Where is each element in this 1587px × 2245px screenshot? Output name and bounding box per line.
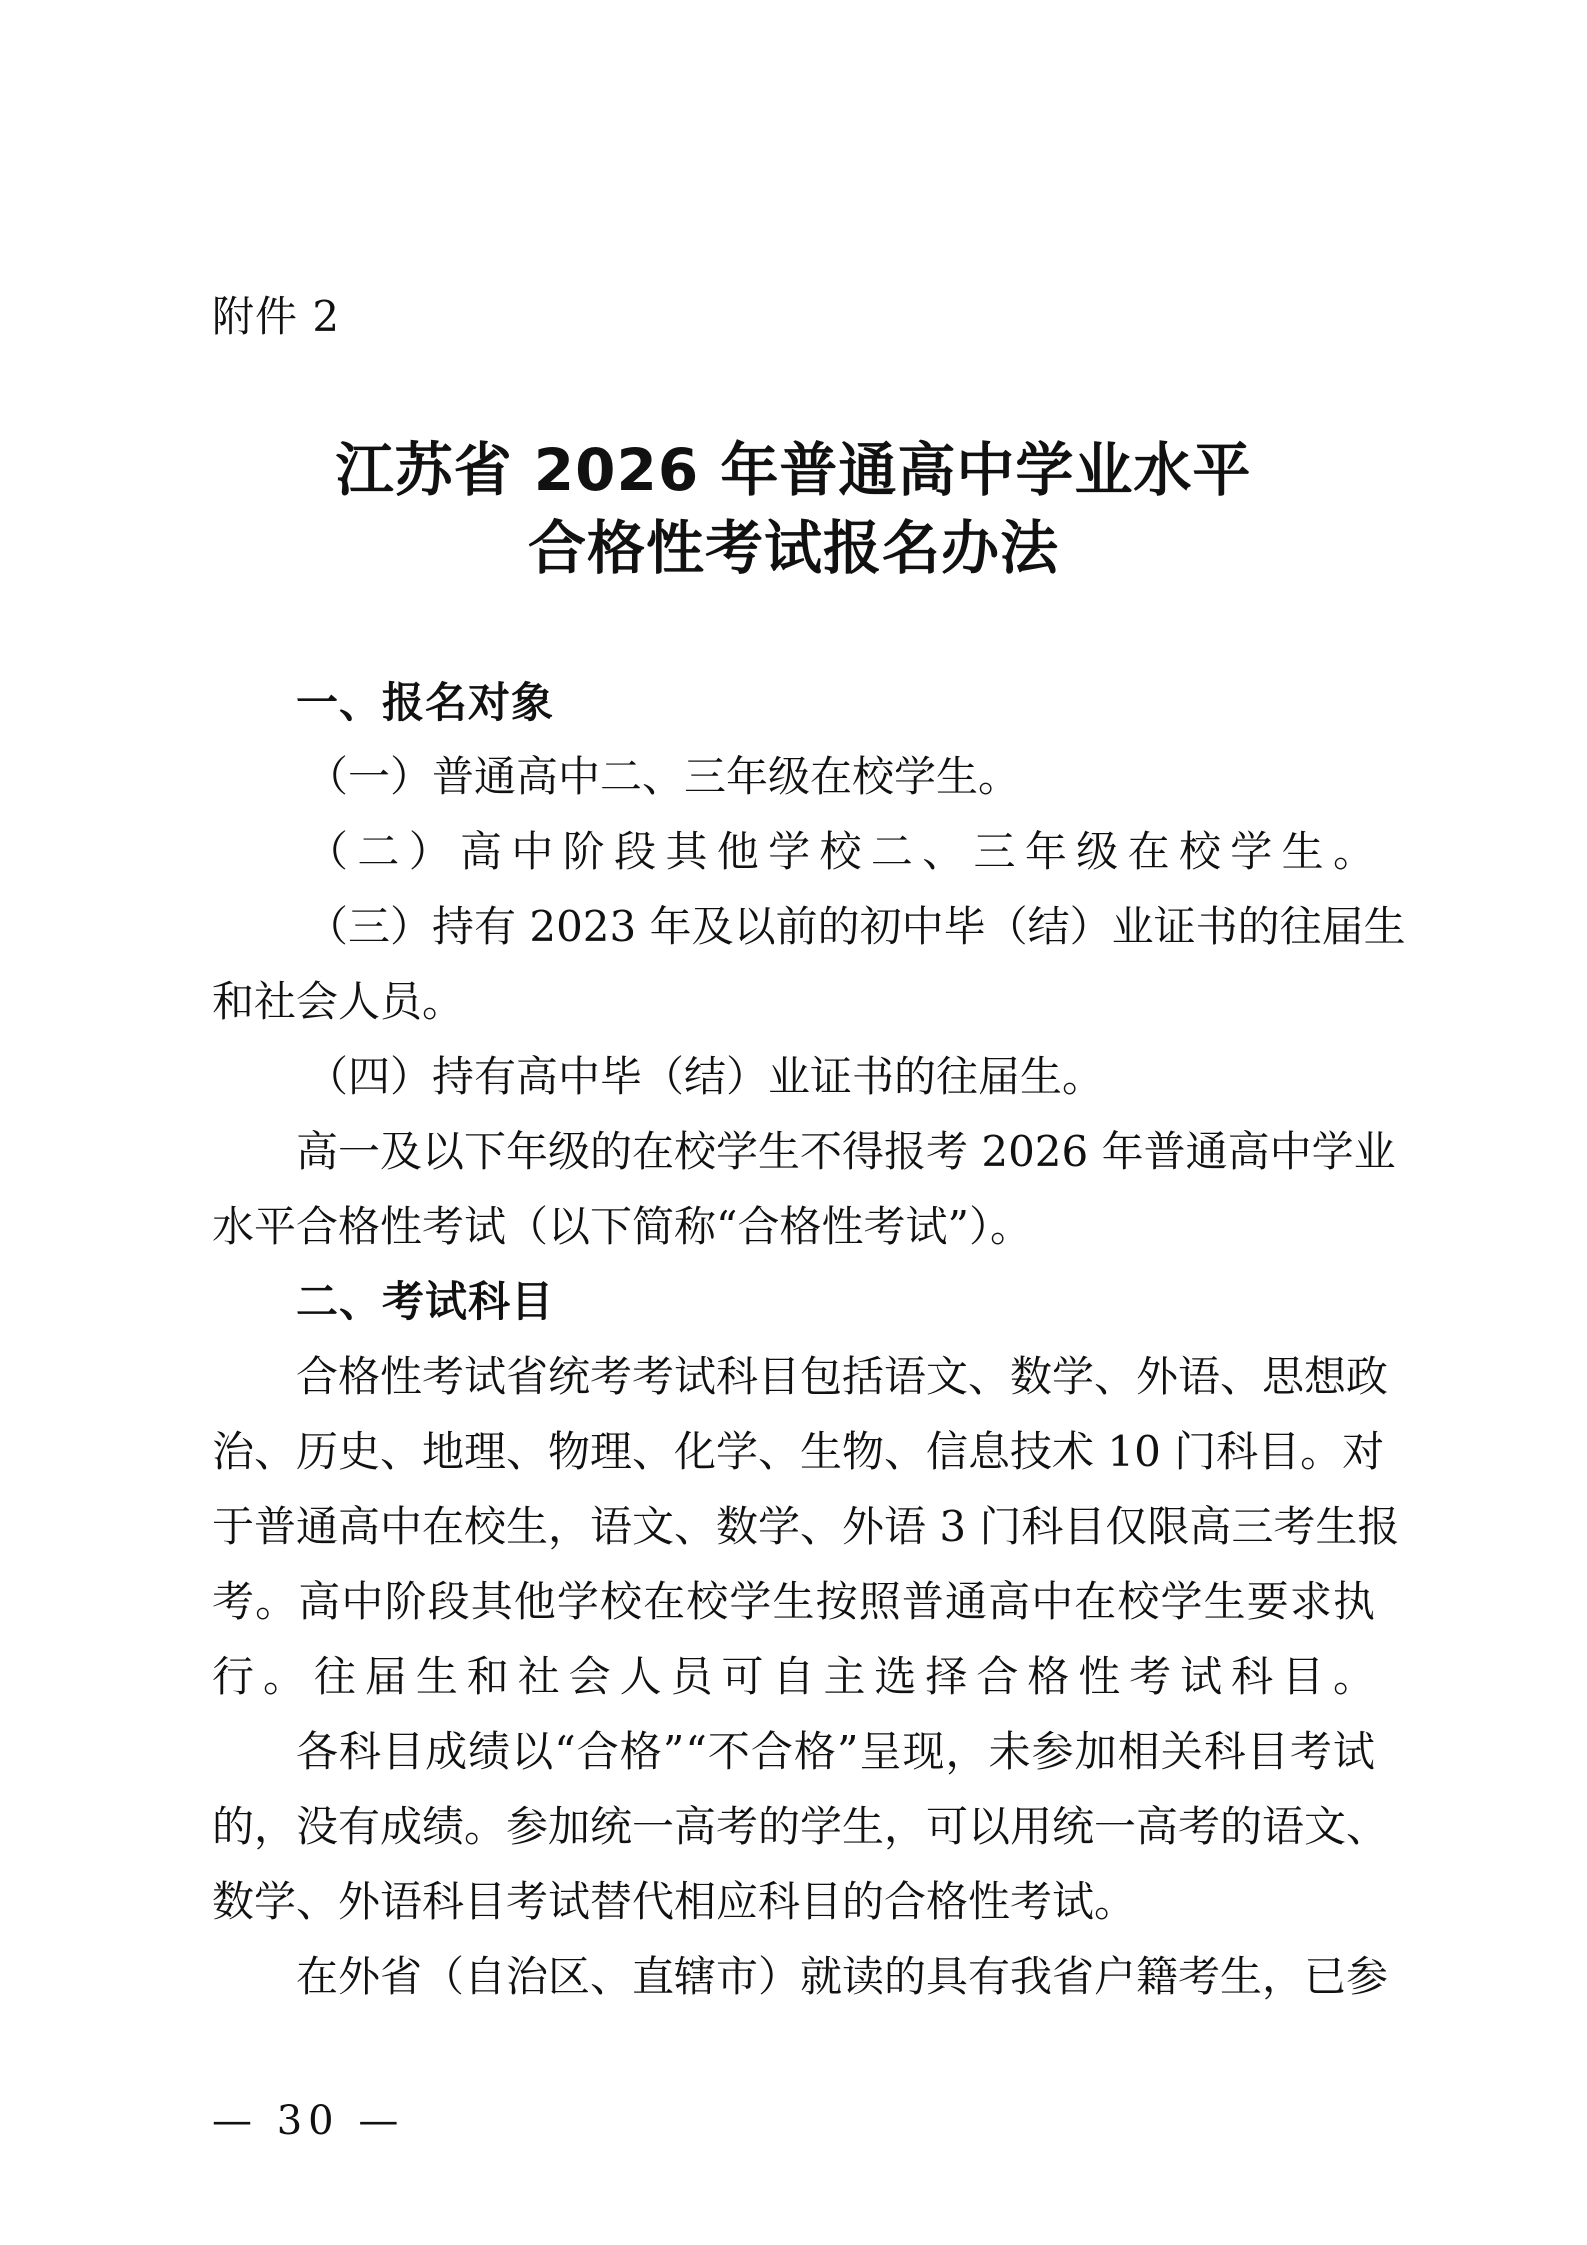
- paragraph-line: （四）持有高中毕（结）业证书的往届生。: [306, 1052, 1105, 1101]
- document-title-line-1: 江苏省 2026 年普通高中学业水平: [335, 436, 1252, 504]
- paragraph-line: （三）持有 2023 年及以前的初中毕（结）业证书的往届生: [306, 902, 1406, 951]
- paragraph-line: 的，没有成绩。参加统一高考的学生，可以用统一高考的语文、: [212, 1802, 1389, 1851]
- paragraph-line: 治、历史、地理、物理、化学、生物、信息技术 10 门科目。对: [212, 1427, 1385, 1476]
- paragraph-line: （一）普通高中二、三年级在校学生。: [306, 752, 1021, 801]
- paragraph-line: 行。往届生和社会人员可自主选择合格性考试科目。: [212, 1652, 1384, 1701]
- paragraph-line: 各科目成绩以“合格”“不合格”呈现，未参加相关科目考试: [296, 1727, 1376, 1776]
- attachment-label: 附件 2: [212, 292, 341, 341]
- paragraph-line: 水平合格性考试（以下简称“合格性考试”）。: [212, 1202, 1032, 1251]
- paragraph-line: 高一及以下年级的在校学生不得报考 2026 年普通高中学业: [296, 1127, 1396, 1176]
- section-heading-exam-subjects: 二、考试科目: [296, 1277, 555, 1326]
- paragraph-line: 在外省（自治区、直辖市）就读的具有我省户籍考生，已参: [296, 1952, 1389, 2001]
- paragraph-line: 考。高中阶段其他学校在校学生按照普通高中在校学生要求执: [212, 1577, 1377, 1626]
- paragraph-line: （二）高中阶段其他学校二、三年级在校学生。: [306, 827, 1385, 876]
- page-number: — 30 —: [212, 2098, 405, 2144]
- paragraph-line: 合格性考试省统考考试科目包括语文、数学、外语、思想政: [296, 1352, 1389, 1401]
- paragraph-line: 和社会人员。: [212, 977, 465, 1026]
- section-heading-registration-targets: 一、报名对象: [296, 678, 555, 727]
- paragraph-line: 数学、外语科目考试替代相应科目的合格性考试。: [212, 1877, 1137, 1926]
- document-title-line-2: 合格性考试报名办法: [527, 514, 1059, 582]
- paragraph-line: 于普通高中在校生，语文、数学、外语 3 门科目仅限高三考生报: [212, 1502, 1400, 1551]
